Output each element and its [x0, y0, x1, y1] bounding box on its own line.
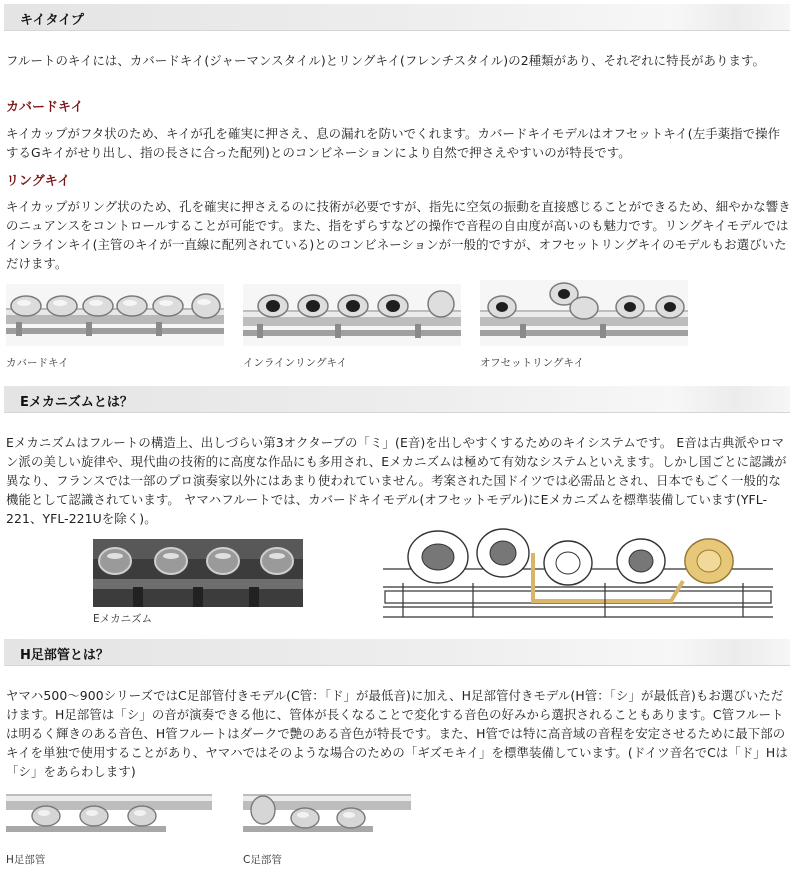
ring-key-text: キイカップがリング状のため、孔を確実に押さえるのに技術が必要ですが、指先に空気の振動を直接感じることができるため、細やかな響きのニュアンスをコントロールすることが可能です。また、指をずらすなどの操作で音程の自由度が高いのも魅力です。リングキイモデルではインラインキイ(主管のキイが一直線に配列されている)とのコンビネーションが一般的ですが、オフセットリングキイのモデルもお選びいただけます。 [6, 199, 791, 271]
section-header-hfoot [4, 639, 790, 666]
covered-key-photo [6, 284, 224, 346]
section-header-emech [4, 386, 790, 413]
keytype-intro: フルートのキイには、カバードキイ(ジャーマンスタイル)とリングキイ(フレンチスタイル)の2種類があり、それぞれに特長があります。 [6, 53, 766, 68]
e-mechanism-diagram [383, 525, 773, 629]
c-foot-joint-photo [243, 786, 411, 846]
hfoot-text: ヤマハ500〜900シリーズではC足部管付きモデル(C管：「ド」が最低音)に加え、H足部管付きモデル(H管：「シ」が最低音)もお選びいただけます。H足部管は「シ」の音が演奏できる他に、管体が長くなることで変化する音色の好みから選択されることもあります。C管フルートは明るく輝きのある音色、H管フルートはダークで艶のある音色が特長です。また、H管では特に高音域の音程を安定させるために最下部のキイを単独で使用することがあり、ヤマハではそのような場合のための「ギズモキイ」を標準装備しています。(ドイツ音名でCは「ド」Hは「シ」をあらわします) [6, 688, 788, 779]
section-title-hfoot: H足部管とは？ [20, 648, 109, 663]
inline-ring-key-photo [243, 284, 461, 346]
caption-e-mechanism: Eメカニズム [93, 613, 153, 625]
caption-offset-ring-key: オフセットリングキイ [480, 357, 584, 369]
covered-key-text: キイカップがフタ状のため、キイが孔を確実に押さえ、息の漏れを防いでくれます。カバードキイモデルはオフセットキイ(左手薬指で操作するGキイがせり出し、指の長さに合った配列)とのコンビネーションにより自然で押さえやすいのが特長です。 [6, 126, 781, 160]
caption-covered-key: カバードキイ [6, 357, 69, 369]
h-foot-joint-photo [6, 786, 212, 846]
offset-ring-key-photo [480, 280, 688, 346]
section-title-keytype: キイタイプ [20, 13, 84, 28]
e-mechanism-photo [93, 539, 303, 607]
section-title-emech: Eメカニズムとは？ [20, 395, 133, 410]
emech-text: Eメカニズムはフルートの構造上、出しづらい第3オクターブの「ミ」(E音)を出しやすくするためのキイシステムです。 E音は古典派やロマン派の美しい旋律や、現代曲の技術的に高度な作品にも多用され、Eメカニズムは極めて有効なシステムといえます。しかし国ごとに認識が異なり、フランスでは一部のプロ演奏家以外にはあまり使われていません。考案された国ドイツでは必需品とされ、日本でもごく一般的な機能として認識されています。 ヤマハフルートでは、カバードキイモデル(オフセットモデル)にEメカニズムを標準装備しています(YFL-221、YFL-221Uを除く)。 [6, 435, 787, 526]
caption-c-foot-joint: C足部管 [243, 854, 282, 866]
caption-h-foot-joint: H足部管 [6, 854, 46, 866]
covered-key-heading: カバードキイ [6, 100, 84, 115]
ring-key-heading: リングキイ [6, 174, 71, 189]
caption-inline-ring-key: インラインリングキイ [243, 357, 348, 369]
section-header-keytype [4, 4, 790, 31]
